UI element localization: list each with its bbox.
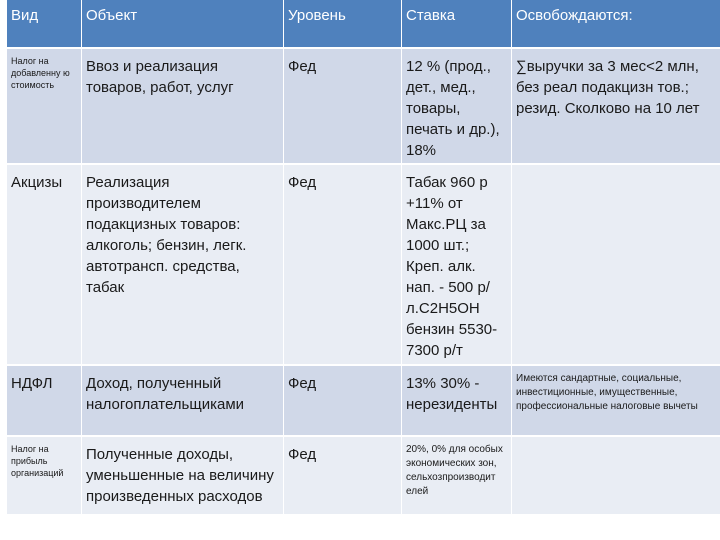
header-object: Объект <box>82 0 284 49</box>
cell-rate: 20%, 0% для особых экономических зон, сельхозпроизводит елей <box>402 437 512 516</box>
cell-rate: 12 % (прод., дет., мед., товары, печать и др.), 18% <box>402 49 512 165</box>
cell-exempt: ∑выручки за 3 мес<2 млн, без реал подакцизн тов.; резид. Сколково на 10 лет <box>512 49 720 165</box>
header-rate: Ставка <box>402 0 512 49</box>
cell-object: Доход, полученный налогоплательщиками <box>82 366 284 437</box>
table-row <box>7 437 720 516</box>
table-row <box>7 165 720 366</box>
cell-object: Полученные доходы, уменьшенные на величину произведенных расходов <box>82 437 284 516</box>
cell-rate: Табак 960 р +11% от Макс.РЦ за 1000 шт.; Креп. алк. нап. - 500 р/л.С2Н5ОН бензин 5530-7300 р/т <box>402 165 512 366</box>
cell-rate: 13% 30% - нерезиденты <box>402 366 512 437</box>
tax-table-container <box>7 0 720 516</box>
cell-exempt <box>512 437 720 516</box>
cell-type: Акцизы <box>7 165 82 366</box>
cell-type: Налог на прибыль организаций <box>7 437 82 516</box>
cell-exempt: Имеются сандартные, социальные, инвестиционные, имущественные, профессиональные налоговые вычеты <box>512 366 720 437</box>
cell-type: Налог на добавленну ю стоимость <box>7 49 82 165</box>
header-level: Уровень <box>284 0 402 49</box>
header-exempt: Освобождаются: <box>512 0 720 49</box>
table-row <box>7 49 720 165</box>
cell-level: Фед <box>284 437 402 516</box>
cell-level: Фед <box>284 49 402 165</box>
tax-table <box>7 0 720 516</box>
cell-object: Реализация производителем подакцизных товаров: алкоголь; бензин, легк. автотрансп. средства, табак <box>82 165 284 366</box>
header-type: Вид <box>7 0 82 49</box>
table-row <box>7 366 720 437</box>
cell-exempt <box>512 165 720 366</box>
header-row <box>7 0 720 49</box>
cell-object: Ввоз и реализация товаров, работ, услуг <box>82 49 284 165</box>
cell-type: НДФЛ <box>7 366 82 437</box>
cell-level: Фед <box>284 366 402 437</box>
cell-level: Фед <box>284 165 402 366</box>
